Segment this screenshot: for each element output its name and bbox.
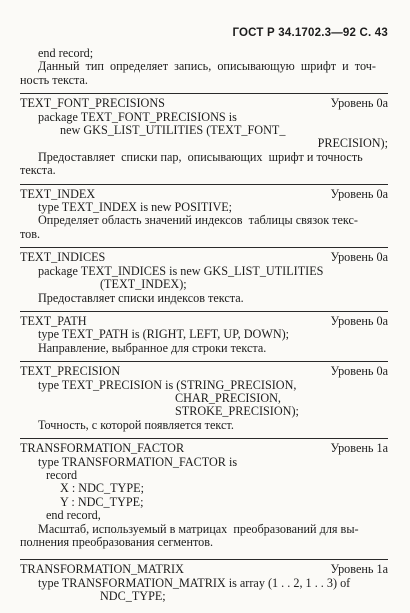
intro-section	[20, 47, 388, 87]
desc-line: Предоставляет списки пар, описывающих шрифт и точность	[38, 149, 363, 164]
desc-line: тов.	[20, 226, 41, 241]
entry-text-path	[20, 311, 388, 355]
entry-level: Уровень 1а	[330, 562, 388, 577]
code-line: end record,	[46, 508, 101, 523]
desc-line: текста.	[20, 163, 56, 178]
entry-text-font-precisions	[20, 93, 388, 177]
page-content	[20, 47, 388, 604]
entry-name: TRANSFORMATION_FACTOR	[20, 441, 185, 456]
desc-line: Определяет область значений индексов таблицы связок текс-	[38, 213, 358, 228]
code-line: CHAR_PRECISION,	[175, 390, 281, 405]
code-line: NDC_TYPE;	[100, 589, 166, 604]
code-line: type TEXT_PRECISION is (STRING_PRECISION,	[38, 377, 297, 392]
entry-level: Уровень 0а	[330, 186, 388, 201]
entry-title-row	[20, 251, 388, 264]
entry-name: TEXT_FONT_PRECISIONS	[20, 96, 165, 111]
entry-name: TEXT_PATH	[20, 313, 87, 328]
code-line: type TEXT_INDEX is new POSITIVE;	[38, 200, 233, 215]
entry-text-index	[20, 184, 388, 242]
code-line: type TEXT_PATH is (RIGHT, LEFT, UP, DOWN);	[38, 327, 290, 342]
code-line: X : NDC_TYPE;	[60, 481, 144, 496]
entry-name: TEXT_INDICES	[20, 250, 106, 265]
desc-line: ность текста.	[20, 72, 88, 87]
desc-line: Предоставляет списки индексов текста.	[38, 290, 244, 305]
code-line: record	[46, 467, 78, 482]
entry-level: Уровень 0а	[330, 313, 388, 328]
entry-name: TEXT_PRECISION	[20, 364, 121, 379]
desc-line: Данный тип определяет запись, описывающую шрифт и точ-	[38, 59, 376, 74]
entry-title-row	[20, 365, 388, 378]
entry-transformation-factor	[20, 438, 388, 549]
entry-title-row	[20, 563, 388, 576]
entry-title-row	[20, 188, 388, 201]
code-line: package TEXT_FONT_PRECISIONS is	[38, 109, 237, 124]
code-line: PRECISION);	[317, 136, 388, 151]
code-line: package TEXT_INDICES is new GKS_LIST_UTILITIES	[38, 263, 324, 278]
desc-line: Масштаб, используемый в матрицах преобразований для вы-	[38, 521, 359, 536]
code-line: STROKE_PRECISION);	[175, 404, 299, 419]
code-line: end record;	[38, 46, 94, 60]
code-line: Y : NDC_TYPE;	[60, 494, 144, 509]
entry-name: TRANSFORMATION_MATRIX	[20, 562, 184, 577]
entry-title-row	[20, 315, 388, 328]
entry-level: Уровень 0а	[330, 364, 388, 379]
desc-line: полнения преобразования сегментов.	[20, 535, 214, 549]
entry-text-precision	[20, 361, 388, 432]
entry-name: TEXT_INDEX	[20, 186, 96, 201]
entry-transformation-matrix	[20, 559, 388, 603]
code-line: type TRANSFORMATION_FACTOR is	[38, 454, 238, 469]
entry-title-row	[20, 97, 388, 110]
desc-line: Точность, с которой появляется текст.	[38, 417, 234, 432]
code-line: new GKS_LIST_UTILITIES (TEXT_FONT_	[60, 123, 286, 138]
entry-level: Уровень 0а	[330, 250, 388, 265]
code-line: (TEXT_INDEX);	[100, 277, 187, 292]
desc-line: Направление, выбранное для строки текста.	[38, 340, 267, 355]
entry-level: Уровень 1а	[330, 441, 388, 456]
code-line: type TRANSFORMATION_MATRIX is array (1 . . 2, 1 . . 3) of	[38, 575, 351, 590]
entry-level: Уровень 0а	[330, 96, 388, 111]
entry-text-indices	[20, 247, 388, 305]
entry-title-row	[20, 442, 388, 455]
page-header: ГОСТ Р 34.1702.3—92 С. 43	[232, 27, 388, 39]
